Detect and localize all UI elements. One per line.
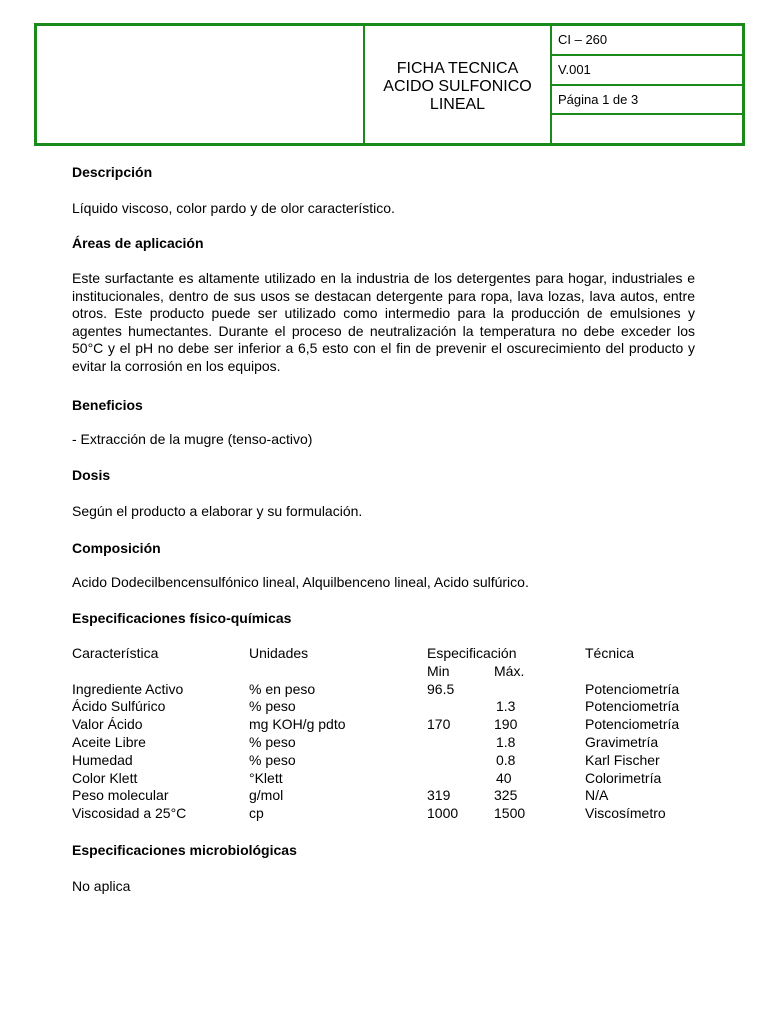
- heading-areas: Áreas de aplicación: [72, 235, 204, 251]
- spec-max: 40: [496, 769, 512, 786]
- spec-max: 1.3: [496, 698, 516, 715]
- spec-unit: mg KOH/g pdto: [249, 716, 346, 733]
- spec-unit: % peso: [249, 751, 296, 768]
- document-title: [365, 26, 552, 143]
- spec-technique: Karl Fischer: [585, 751, 660, 768]
- spec-max: 325: [494, 787, 518, 804]
- spec-name: Ácido Sulfúrico: [72, 698, 166, 715]
- header-min: Min: [427, 662, 450, 679]
- spec-name: Ingrediente Activo: [72, 680, 184, 697]
- heading-dosis: Dosis: [72, 467, 111, 483]
- header-especificacion: Especificación: [427, 645, 517, 661]
- spec-max: 190: [494, 716, 518, 733]
- header-caracteristica: Característica: [72, 645, 159, 661]
- title-line-1: FICHA TECNICA: [396, 59, 519, 77]
- text-areas: Este surfactante es altamente utilizado en la industria de los detergentes para hogar, industriales e institucionales, dentro de sus usos se destacan detergente para ropa, lava lozas, lava autos, entre otros. Este producto puede ser utilizado como intermedio para la producción de emulsiones y agentes humectantes. Durante el proceso de neutralización la temperatura no debe exceder los 50°C y el pH no debe ser inferior a 6,5 esto con el fin de prevenir el oscurecimiento del producto y evitar la corrosión en los equipos.: [72, 270, 695, 374]
- spec-max: 1500: [494, 805, 526, 822]
- spec-min: 170: [427, 716, 451, 733]
- spec-unit: cp: [249, 805, 264, 822]
- heading-descripcion: Descripción: [72, 164, 153, 180]
- spec-min: 319: [427, 787, 451, 804]
- document-version: V.001: [552, 56, 742, 86]
- spec-name: Humedad: [72, 751, 133, 768]
- spec-technique: Potenciometría: [585, 680, 680, 697]
- text-descripcion: Líquido viscoso, color pardo y de olor característico.: [72, 200, 395, 216]
- heading-composicion: Composición: [72, 540, 161, 556]
- title-line-2: ACIDO SULFONICO: [383, 77, 532, 95]
- heading-beneficios: Beneficios: [72, 397, 143, 413]
- spec-name: Peso molecular: [72, 787, 169, 804]
- header-unidades: Unidades: [249, 645, 309, 661]
- spec-unit: % peso: [249, 698, 296, 715]
- title-line-3: LINEAL: [429, 95, 486, 113]
- spec-unit: % peso: [249, 733, 296, 750]
- document-codes: [552, 26, 742, 143]
- document-header: [34, 23, 745, 146]
- spec-unit: °Klett: [249, 769, 283, 786]
- spec-min: 1000: [427, 805, 459, 822]
- logo-cell: [37, 26, 365, 143]
- text-dosis: Según el producto a elaborar y su formulación.: [72, 503, 363, 519]
- spec-max: 0.8: [496, 751, 516, 768]
- heading-fisicoquimicas: Especificaciones físico-químicas: [72, 610, 292, 626]
- spec-name: Viscosidad a 25°C: [72, 805, 187, 822]
- spec-technique: N/A: [585, 787, 609, 804]
- document-code: CI – 260: [552, 26, 742, 56]
- spec-technique: Viscosímetro: [585, 805, 666, 822]
- page-number: Página 1 de 3: [552, 86, 742, 116]
- spec-technique: Colorimetría: [585, 769, 662, 786]
- heading-microbiologicas: Especificaciones microbiológicas: [72, 842, 297, 858]
- text-beneficios: - Extracción de la mugre (tenso-activo): [72, 431, 313, 447]
- spec-name: Color Klett: [72, 769, 138, 786]
- text-microbiologicas: No aplica: [72, 878, 131, 894]
- spec-name: Valor Ácido: [72, 716, 143, 733]
- text-composicion: Acido Dodecilbencensulfónico lineal, Alquilbenceno lineal, Acido sulfúrico.: [72, 574, 529, 590]
- spec-technique: Potenciometría: [585, 698, 680, 715]
- spec-technique: Gravimetría: [585, 733, 659, 750]
- spec-name: Aceite Libre: [72, 733, 146, 750]
- header-max: Máx.: [494, 662, 525, 679]
- empty-cell: [552, 115, 742, 143]
- header-tecnica: Técnica: [585, 645, 635, 661]
- spec-unit: % en peso: [249, 680, 316, 697]
- spec-max: 1.8: [496, 733, 516, 750]
- spec-min: 96.5: [427, 680, 455, 697]
- spec-technique: Potenciometría: [585, 716, 680, 733]
- spec-unit: g/mol: [249, 787, 284, 804]
